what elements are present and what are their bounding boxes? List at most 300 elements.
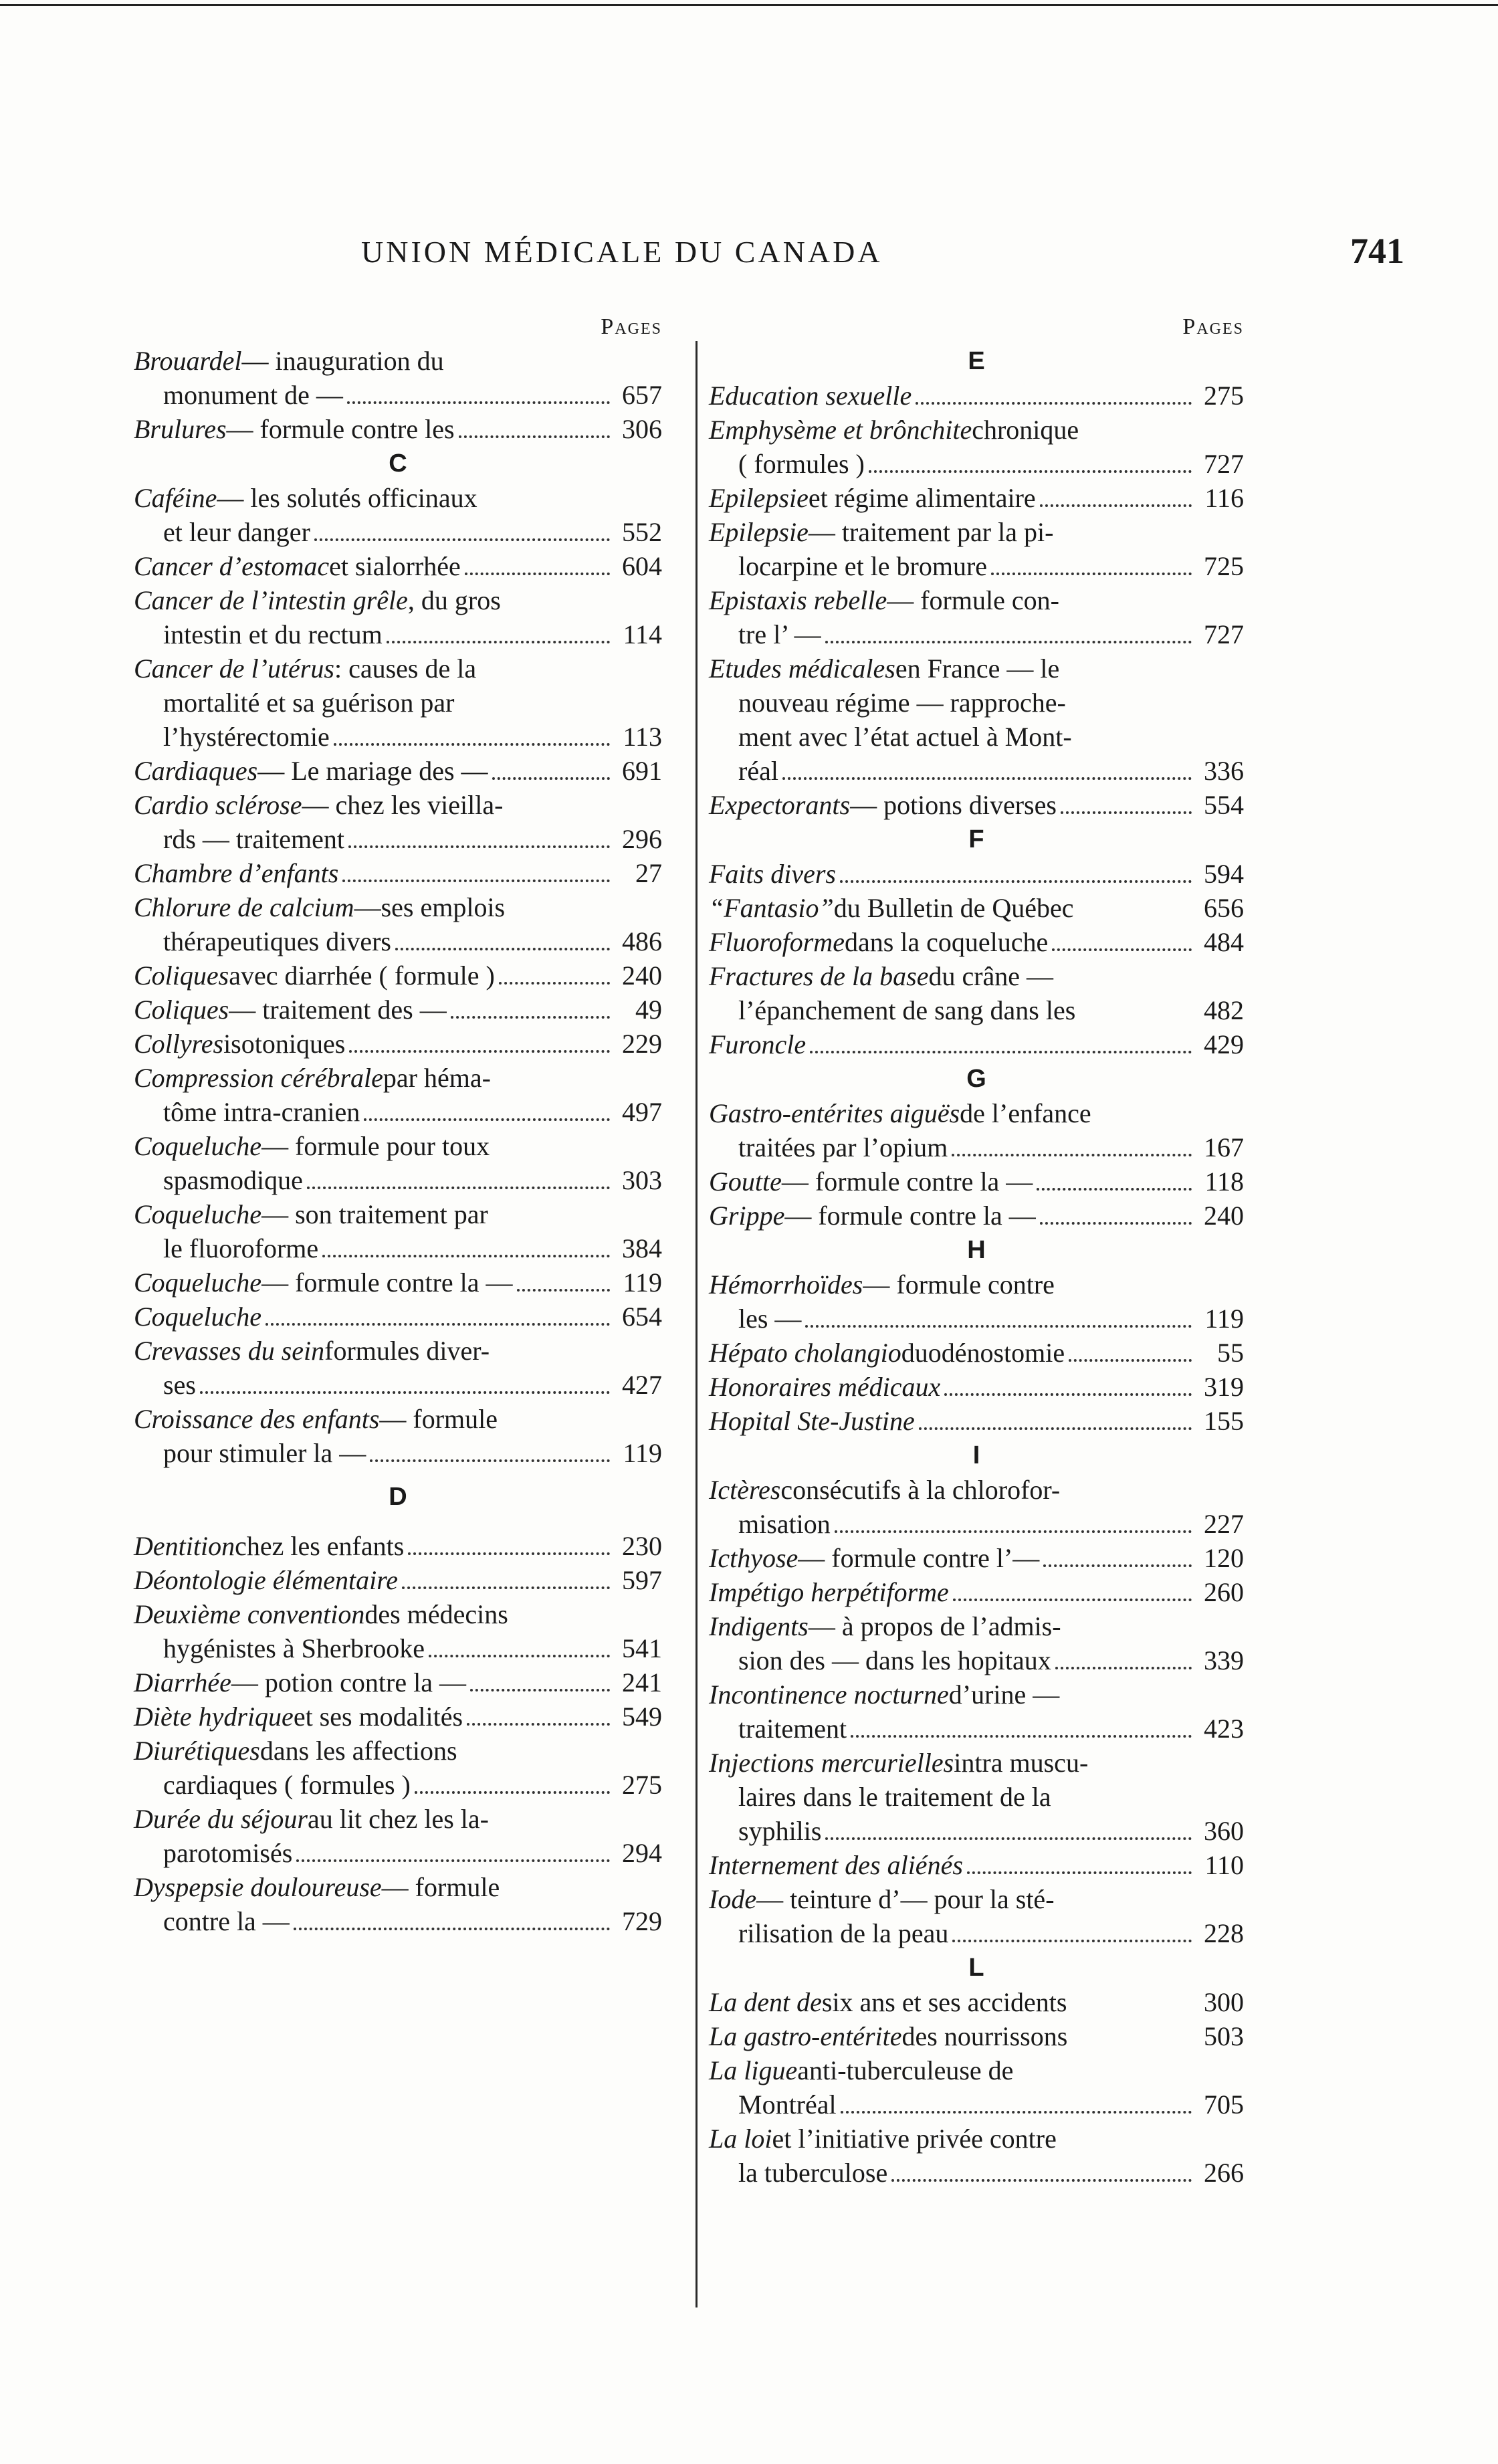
page-ref: 229 (622, 1029, 662, 1059)
page-ref: 119 (623, 1438, 662, 1468)
entry-continuation (134, 617, 662, 651)
entry-line (709, 379, 1244, 413)
index-entry (134, 1597, 662, 1665)
dot-leader (265, 1323, 610, 1326)
entry-line (709, 1473, 1244, 1507)
entry-text: — formule contre la — (784, 1201, 1036, 1231)
entry-subject: Chambre d’enfants (134, 858, 339, 888)
entry-text: intra muscu- (954, 1748, 1089, 1778)
entry-text: — formule (379, 1404, 498, 1434)
page-ref: 240 (622, 960, 662, 991)
entry-subject: Chlorure de calcium (134, 892, 354, 922)
entry-subject: Fluoroforme (709, 927, 845, 957)
entry-text: isotoniques (223, 1029, 346, 1059)
entry-line (134, 1402, 662, 1436)
entry-text: ses (163, 1370, 196, 1400)
entry-subject: Hopital Ste-Justine (709, 1406, 915, 1436)
entry-text: spasmodique (163, 1165, 303, 1195)
index-entry (134, 1529, 662, 1563)
index-entry (134, 549, 662, 583)
entry-continuation (134, 1904, 662, 1938)
entry-text: nouveau régime — rapproche- (738, 688, 1066, 718)
entry-text: d’urine — (948, 1679, 1060, 1710)
index-entry (134, 754, 662, 788)
entry-continuation (709, 1302, 1244, 1336)
entry-subject: La ligue (709, 2055, 798, 2085)
entry-text: intestin et du rectum (163, 619, 383, 649)
index-entry (134, 1402, 662, 1470)
entry-text: — à propos de l’admis- (808, 1611, 1061, 1641)
entry-line (134, 344, 662, 378)
page-ref: 241 (622, 1667, 662, 1698)
entry-continuation (134, 822, 662, 856)
entry-line (134, 1027, 662, 1061)
entry-line (709, 1609, 1244, 1643)
pages-header: Pages (1182, 314, 1244, 339)
page-ref: 604 (622, 551, 662, 581)
index-entry (709, 1164, 1244, 1199)
index-entry (709, 1096, 1244, 1164)
page-ref: 336 (1204, 756, 1244, 786)
entry-line (709, 2019, 1244, 2053)
entry-continuation (134, 1836, 662, 1870)
entry-subject: Indigents (709, 1611, 809, 1641)
entry-continuation (134, 515, 662, 549)
entry-continuation (709, 2087, 1244, 2122)
entry-text: — formule pour toux (261, 1131, 490, 1161)
entry-line (134, 958, 662, 993)
dot-leader (347, 401, 610, 404)
dot-leader (1052, 948, 1192, 951)
entry-text: par héma- (383, 1063, 491, 1093)
entry-line (709, 788, 1244, 822)
index-entry (709, 1370, 1244, 1404)
entry-line (134, 1197, 662, 1231)
entry-subject: Crevasses du sein (134, 1336, 325, 1366)
dot-leader (348, 845, 610, 848)
entry-line (709, 515, 1244, 549)
index-column-right (709, 314, 1244, 2190)
entry-subject: Education sexuelle (709, 381, 912, 411)
entry-line (709, 2122, 1244, 2156)
page-ref: 691 (622, 756, 662, 786)
entry-subject: Epilepsie (709, 517, 809, 547)
index-entry (709, 1199, 1244, 1233)
entry-continuation (709, 1780, 1244, 1814)
index-entry (709, 1609, 1244, 1677)
index-entry (709, 857, 1244, 891)
dot-leader (810, 1051, 1192, 1053)
entry-line (134, 788, 662, 822)
entry-subject: Compression cérébrale (134, 1063, 383, 1093)
dot-leader (370, 1459, 610, 1462)
page-ref: 110 (1204, 1850, 1244, 1880)
dot-leader (825, 641, 1192, 643)
index-entry (709, 651, 1244, 788)
running-title: UNION MÉDICALE DU CANADA (361, 235, 883, 269)
dot-leader (296, 1859, 610, 1862)
dot-leader (470, 1689, 610, 1691)
index-entry (709, 1985, 1244, 2019)
dot-leader (349, 1050, 610, 1053)
entry-text: — chez les vieilla- (302, 790, 504, 820)
entry-continuation (134, 1231, 662, 1265)
entry-text: — formule contre la — (781, 1166, 1033, 1197)
entry-subject: Cardio sclérose (134, 790, 302, 820)
index-entry (134, 1802, 662, 1870)
entry-line (709, 925, 1244, 959)
entry-text: , du gros (407, 585, 501, 615)
index-entry (134, 1265, 662, 1300)
entry-line (134, 1529, 662, 1563)
index-entry (709, 2019, 1244, 2053)
dot-leader (805, 1325, 1192, 1328)
entry-subject: Coqueluche (134, 1267, 262, 1298)
entry-subject: Coliques (134, 960, 229, 991)
index-entry (134, 583, 662, 651)
index-entry (709, 1336, 1244, 1370)
dot-leader (467, 1723, 610, 1726)
dot-leader (944, 1393, 1192, 1396)
page-ref: 657 (622, 380, 662, 410)
top-rule (0, 4, 1498, 6)
entry-text: les — (738, 1304, 802, 1334)
page-ref: 705 (1204, 2089, 1244, 2120)
entry-text: et ses modalités (293, 1702, 463, 1732)
entry-text: Montréal (738, 2089, 837, 2120)
dot-leader (1043, 1564, 1192, 1567)
dot-leader (314, 538, 610, 541)
entry-subject: La gastro-entérite (709, 2021, 902, 2051)
page-ref: 294 (622, 1838, 662, 1868)
entry-subject: “Fantasio” (709, 893, 834, 923)
entry-text: cardiaques ( formules ) (163, 1770, 411, 1800)
entry-subject: Dentition (134, 1531, 235, 1561)
entry-subject: Iode (709, 1884, 757, 1914)
page-ref: 27 (635, 858, 662, 888)
index-entry (709, 925, 1244, 959)
entry-continuation (709, 1814, 1244, 1848)
entry-text: — potion contre la — (231, 1667, 466, 1698)
entry-text: syphilis (738, 1816, 822, 1846)
entry-continuation (134, 686, 662, 720)
entry-continuation (709, 686, 1244, 720)
entry-subject: Brulures (134, 414, 227, 444)
dot-leader (1061, 811, 1192, 814)
entry-text: thérapeutiques divers (163, 926, 391, 956)
section-letter: D (389, 1483, 407, 1511)
index-entry (134, 1734, 662, 1802)
index-entry (134, 412, 662, 446)
entry-line (134, 412, 662, 446)
entry-subject: Expectorants (709, 790, 851, 820)
entry-subject: Coliques (134, 995, 229, 1025)
entry-subject: Ictères (709, 1475, 781, 1505)
page-ref: 423 (1204, 1714, 1244, 1744)
index-entry (134, 1197, 662, 1265)
entry-text: des nourrissons (901, 2021, 1068, 2051)
entry-continuation (709, 549, 1244, 583)
entry-line (709, 2053, 1244, 2087)
dot-leader (322, 1255, 610, 1257)
index-entry (709, 1746, 1244, 1848)
index-entry (134, 1027, 662, 1061)
entry-line (134, 1334, 662, 1368)
index-entry (134, 1870, 662, 1938)
index-entry (134, 788, 662, 856)
entry-text: — potions diverses (850, 790, 1057, 820)
entry-line (134, 1265, 662, 1300)
entry-line (134, 1734, 662, 1768)
page-ref: 384 (622, 1233, 662, 1263)
entry-line (709, 891, 1244, 925)
entry-subject: Brouardel (134, 346, 242, 376)
entry-subject: Croissance des enfants (134, 1404, 380, 1434)
entry-text: et régime alimentaire (808, 483, 1036, 513)
entry-line (709, 1677, 1244, 1712)
entry-line (709, 1404, 1244, 1438)
dot-leader (782, 777, 1192, 780)
index-entry (709, 2053, 1244, 2122)
entry-text: au lit chez les la- (307, 1804, 489, 1834)
entry-line (709, 1541, 1244, 1575)
page-ref: 727 (1204, 449, 1244, 479)
page-ref: 482 (1204, 995, 1244, 1025)
entry-line (709, 1267, 1244, 1302)
entry-text: —ses emplois (354, 892, 506, 922)
entry-subject: Impétigo herpétiforme (709, 1577, 949, 1607)
page-ref: 300 (1204, 1987, 1244, 2017)
dot-leader (1037, 1188, 1192, 1191)
entry-continuation (134, 720, 662, 754)
entry-subject: Gastro-entérites aiguës (709, 1098, 960, 1128)
dot-leader (387, 641, 610, 643)
page-ref: 654 (622, 1302, 662, 1332)
entry-text: — formule contre l’— (798, 1543, 1040, 1573)
pages-header: Pages (601, 314, 662, 339)
index-entry (134, 1700, 662, 1734)
entry-text: parotomisés (163, 1838, 293, 1868)
entry-text: — son traitement par (261, 1199, 488, 1229)
dot-leader (825, 1837, 1192, 1840)
entry-line (134, 1061, 662, 1095)
page-ref: 167 (1204, 1132, 1244, 1162)
entry-continuation (709, 1712, 1244, 1746)
page-ref: 303 (622, 1165, 662, 1195)
entry-line (709, 1848, 1244, 1882)
dot-leader (364, 1118, 610, 1121)
page-ref: 119 (1204, 1304, 1244, 1334)
entry-text: — formule contre les (226, 414, 455, 444)
entry-text: : causes de la (334, 653, 477, 684)
dot-leader (408, 1552, 610, 1555)
page-ref: 729 (622, 1906, 662, 1936)
entry-subject: Etudes médicales (709, 653, 895, 684)
entry-subject: La loi (709, 2124, 772, 2154)
dot-leader (395, 948, 610, 950)
dot-leader (953, 1599, 1192, 1601)
entry-text: la tuberculose (738, 2158, 888, 2188)
entry-text: — teinture d’— pour la sté- (756, 1884, 1055, 1914)
entry-line (709, 959, 1244, 993)
page-ref: 240 (1204, 1201, 1244, 1231)
dot-leader (429, 1655, 610, 1657)
entry-text: le fluoroforme (163, 1233, 319, 1263)
entry-subject: La dent de (709, 1987, 822, 2017)
entry-text: du Bulletin de Québec (833, 893, 1074, 923)
entry-subject: Icthyose (709, 1543, 798, 1573)
entry-continuation (709, 993, 1244, 1027)
index-entry (709, 1404, 1244, 1438)
entry-subject: Fractures de la base (709, 961, 929, 991)
dot-leader (1040, 1222, 1192, 1225)
section-letter: E (968, 347, 985, 375)
entry-subject: Collyres (134, 1029, 224, 1059)
entry-subject: Deuxième convention (134, 1599, 365, 1629)
entry-text: consécutifs à la chlorofor- (780, 1475, 1061, 1505)
page-ref: 594 (1204, 859, 1244, 889)
page-ref: 656 (1204, 893, 1244, 923)
entry-text: traitement (738, 1714, 847, 1744)
entry-line (709, 1199, 1244, 1233)
index-entry (134, 651, 662, 754)
entry-continuation (709, 1507, 1244, 1541)
entry-subject: Epistaxis rebelle (709, 585, 887, 615)
page-ref: 120 (1204, 1543, 1244, 1573)
entry-text: — traitement des — (229, 995, 447, 1025)
index-entry (709, 583, 1244, 651)
index-entry (709, 1575, 1244, 1609)
entry-continuation (134, 1631, 662, 1665)
index-entry (709, 1677, 1244, 1746)
dot-leader (1055, 1667, 1192, 1669)
entry-continuation (709, 447, 1244, 481)
entry-subject: Incontinence nocturne (709, 1679, 949, 1710)
page-ref: 549 (622, 1702, 662, 1732)
dot-leader (851, 1735, 1192, 1738)
entry-text: ment avec l’état actuel à Mont- (738, 722, 1072, 752)
entry-subject: Furoncle (709, 1029, 807, 1059)
page-ref: 427 (622, 1370, 662, 1400)
entry-line (134, 993, 662, 1027)
entry-subject: Cancer de l’utérus (134, 653, 334, 684)
entry-text: formules diver- (324, 1336, 490, 1366)
entry-line (709, 481, 1244, 515)
page-ref: 260 (1204, 1577, 1244, 1607)
entry-subject: Durée du séjour (134, 1804, 308, 1834)
entry-line (709, 1336, 1244, 1370)
index-entry (709, 959, 1244, 1027)
page-ref: 319 (1204, 1372, 1244, 1402)
entry-line (134, 1563, 662, 1597)
entry-text: mortalité et sa guérison par (163, 688, 455, 718)
entry-subject: Caféine (134, 483, 217, 513)
entry-line (709, 413, 1244, 447)
entry-text: contre la — (163, 1906, 290, 1936)
dot-leader (1040, 504, 1192, 507)
entry-subject: Faits divers (709, 859, 836, 889)
entry-continuation (709, 1130, 1244, 1164)
entry-text: dans les affections (259, 1736, 457, 1766)
entry-subject: Internement des aliénés (709, 1850, 963, 1880)
index-entry (134, 993, 662, 1027)
entry-subject: Cancer de l’intestin grêle (134, 585, 408, 615)
entry-continuation (709, 617, 1244, 651)
entry-line (134, 1700, 662, 1734)
entry-text: rds — traitement (163, 824, 345, 854)
entry-continuation (134, 1163, 662, 1197)
dot-leader (415, 1791, 610, 1794)
entry-subject: Grippe (709, 1201, 785, 1231)
entry-text: tôme intra-cranien (163, 1097, 360, 1127)
page-ref: 119 (623, 1267, 662, 1298)
index-entry (134, 1563, 662, 1597)
entry-text: dans la coqueluche (844, 927, 1049, 957)
entry-text: — inauguration du (241, 346, 444, 376)
entry-subject: Diète hydrique (134, 1702, 294, 1732)
entry-text: — traitement par la pi- (808, 517, 1054, 547)
entry-line (709, 1575, 1244, 1609)
entry-text: avec diarrhée ( formule ) (229, 960, 495, 991)
dot-leader (991, 573, 1192, 575)
index-entry (134, 958, 662, 993)
index-entries (134, 344, 662, 1938)
section-letter: L (968, 1954, 984, 1982)
index-entries (709, 344, 1244, 2190)
page-number: 741 (1350, 231, 1404, 271)
index-entry (134, 1129, 662, 1197)
entry-line (134, 549, 662, 583)
entry-continuation (709, 754, 1244, 788)
entry-continuation (134, 1368, 662, 1402)
index-entry (134, 481, 662, 549)
dot-leader (869, 470, 1192, 473)
entry-text: traitées par l’opium (738, 1132, 948, 1162)
page-ref: 114 (623, 619, 662, 649)
index-entry (134, 344, 662, 412)
entry-subject: Epilepsie (709, 483, 809, 513)
entry-text: six ans et ses accidents (821, 1987, 1067, 2017)
index-entry (709, 891, 1244, 925)
entry-subject: Hémorrhoïdes (709, 1269, 863, 1300)
entry-subject: Coqueluche (134, 1302, 262, 1332)
index-entry (134, 1300, 662, 1334)
dot-leader (200, 1391, 610, 1394)
entry-line (709, 1746, 1244, 1780)
entry-continuation (134, 1768, 662, 1802)
entry-subject: Dyspepsie douloureuse (134, 1872, 382, 1902)
dot-leader (517, 1289, 611, 1292)
entry-line (134, 754, 662, 788)
section-letter: C (389, 449, 407, 478)
dot-leader (499, 982, 610, 985)
dot-leader (465, 573, 610, 575)
page-ref: 306 (622, 414, 662, 444)
dot-leader (841, 2111, 1192, 2114)
entry-text: l’épanchement de sang dans les (738, 995, 1076, 1025)
page-ref: 429 (1204, 1029, 1244, 1059)
page-ref: 727 (1204, 619, 1244, 649)
index-entry (709, 379, 1244, 413)
entry-subject: Honoraires médicaux (709, 1372, 941, 1402)
index-entry (134, 1334, 662, 1402)
page-ref: 118 (1204, 1166, 1244, 1197)
dot-leader (916, 402, 1192, 405)
entry-text: — formule con- (887, 585, 1059, 615)
page-ref: 228 (1204, 1918, 1244, 1948)
entry-line (134, 651, 662, 686)
entry-line (709, 1096, 1244, 1130)
